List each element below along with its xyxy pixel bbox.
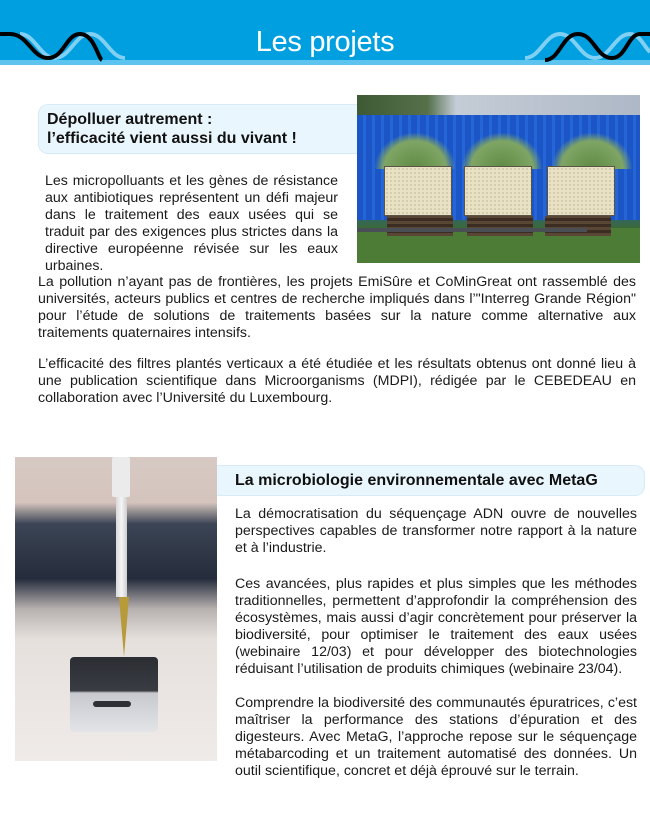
photo-sky — [357, 95, 640, 117]
page-title: Les projets — [255, 26, 395, 58]
section2-heading: La microbiologie environnementale avec MetaG — [217, 465, 645, 496]
section1-heading — [38, 104, 360, 154]
photo-sequencer-device — [70, 657, 158, 732]
photo-liquid — [119, 597, 129, 657]
planted-filters-photo — [357, 95, 640, 263]
photo-filter-box — [547, 166, 615, 216]
photo-device-slot — [93, 701, 131, 707]
photo-plant — [462, 133, 542, 169]
dna-sequencing-photo — [15, 457, 217, 761]
section1-heading-line2: l’efficacité vient aussi du vivant ! — [47, 130, 297, 147]
photo-pipette — [112, 457, 130, 497]
section1-paragraph-2: La pollution n’ayant pas de frontières, les projets EmiSûre et CoMinGreat ont rassemblé des universités, acteurs publics et centres de recherche impliqués dans l’"Interreg Grande Région" pour l’étude de solutions de traitements basées sur la nature comme alternative aux traitements quaternaires intensifs. — [38, 274, 636, 341]
photo-filter-box — [384, 166, 452, 216]
photo-pallet — [387, 216, 453, 236]
section1-paragraph-3: L’efficacité des filtres plantés verticaux a été étudiée et les résultats obtenus ont donné lieu à une publication scientifique dans Microorganisms (MDPI), rédigée par le CEBEDEAU en collaboration avec l’Université du Luxembourg. — [38, 356, 636, 406]
section1-heading-line1: Dépolluer autrement : — [47, 111, 213, 128]
photo-pipette-tip — [116, 497, 127, 597]
photo-pallet — [467, 216, 533, 236]
photo-filter-box — [464, 166, 532, 216]
photo-pallet — [545, 216, 611, 236]
photo-pipe — [357, 228, 587, 232]
photo-plant — [552, 133, 632, 169]
page-banner — [0, 0, 650, 65]
section1-paragraph-1: Les micropolluants et les gènes de résistance aux antibiotiques représentent un défi majeur dans le traitement des eaux usées qui se traduit par des exigences plus strictes dans la directive européenne révisée sur les eaux urbaines. — [45, 173, 338, 274]
photo-plant — [375, 133, 455, 169]
section2-paragraph-1: La démocratisation du séquençage ADN ouvre de nouvelles perspectives capables de transformer notre rapport à la nature et à l’industrie. — [235, 506, 637, 556]
section2-paragraph-3: Comprendre la biodiversité des communautés épuratrices, c’est maîtriser la performance des stations d’épuration et des digesteurs. Avec MetaG, l’approche repose sur le séquençage métabarcoding et un traitement automatisé des données. Un outil scientifique, concret et déjà éprouvé sur le terrain. — [235, 695, 637, 779]
section2-paragraph-2: Ces avancées, plus rapides et plus simples que les méthodes traditionnelles, permettent d’approfondir la compréhension des écosystèmes, mais aussi d’agir concrètement pour préserver la biodiversité, pour optimiser le traitement des eaux usées (webinaire 12/03) et pour développer des biotechnologies réduisant l’utilisation de produits chimiques (webinaire 23/04). — [235, 576, 637, 677]
